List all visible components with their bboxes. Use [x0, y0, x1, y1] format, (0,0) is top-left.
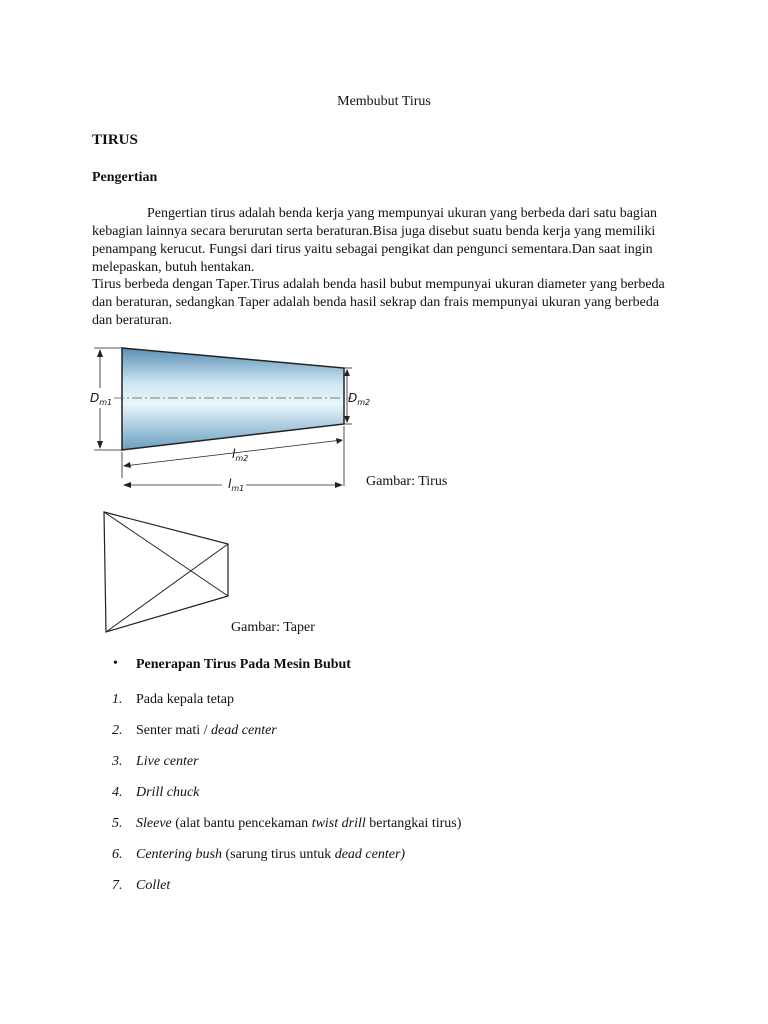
list-text-part: bertangkai tirus) — [365, 816, 462, 831]
list-text — [136, 878, 170, 894]
label-lm1: $l_{m1}$ — [228, 477, 245, 493]
list-number: 7. — [112, 878, 123, 893]
subsection-heading: Pengertian — [92, 170, 158, 185]
list-text-part: Senter mati / — [136, 723, 212, 738]
list-number: 5. — [112, 816, 123, 831]
list-number: 6. — [112, 847, 123, 862]
list-text — [136, 785, 199, 801]
taper-figure — [98, 508, 238, 638]
list-text-part: Pada kepala tetap — [136, 692, 234, 707]
label-dm2: $D_{m2}$ — [348, 391, 371, 407]
list-text-part: Live center — [136, 754, 199, 769]
list-text — [136, 816, 461, 832]
list-text-part: Centering bush — [136, 847, 222, 862]
list-text-part: (alat bantu pencekaman — [171, 816, 312, 831]
list-text — [136, 723, 277, 739]
paragraph-definition — [92, 205, 682, 277]
label-lm2: $l_{m2}$ — [232, 447, 249, 463]
section-heading: TIRUS — [92, 132, 138, 148]
list-text-part: dead center — [211, 723, 277, 738]
list-text-part: Collet — [136, 878, 171, 893]
tirus-figure — [86, 340, 371, 493]
list-text-part: (sarung tirus untuk — [221, 847, 335, 862]
caption-taper: Gambar: Taper — [231, 620, 315, 635]
list-text — [136, 692, 234, 708]
cone-body — [122, 348, 344, 450]
list-text-part: Sleeve — [136, 816, 172, 831]
list-text-part: dead center) — [334, 847, 406, 862]
bullet-heading: Penerapan Tirus Pada Mesin Bubut — [136, 657, 351, 672]
list-number: 2. — [112, 723, 123, 738]
caption-tirus: Gambar: Tirus — [366, 474, 448, 489]
list-text — [136, 754, 199, 770]
list-text — [136, 847, 405, 863]
label-dm1: $D_{m1}$ — [90, 391, 113, 407]
list-number: 4. — [112, 785, 123, 800]
paragraph-taper-difference: Tirus berbeda dengan Taper.Tirus adalah benda hasil bubut mempunyai ukuran diameter yang berbeda dan beraturan, sedangkan Taper adalah benda hasil sekrap dan frais mempunyai ukuran yang berbeda dan beraturan. — [92, 277, 665, 328]
paragraph-definition-text: Pengertian tirus adalah benda kerja yang mempunyai ukuran yang berbeda dari satu bagian kebagian lainnya secara berurutan serta beraturan.Bisa juga disebut suatu benda kerja yang memiliki penampang kerucut. Fungsi dari tirus yaitu sebagai pengikat dan pengunci sementara.Dan saat ingin melepaskan, butuh hentakan. — [92, 206, 658, 275]
list-number: 1. — [112, 692, 123, 707]
list-text-part: Drill chuck — [136, 785, 200, 800]
list-number: 3. — [112, 754, 123, 769]
bullet-icon: • — [113, 656, 118, 671]
list-text-part: twist drill — [311, 816, 366, 831]
document-title: Membubut Tirus — [337, 94, 431, 109]
